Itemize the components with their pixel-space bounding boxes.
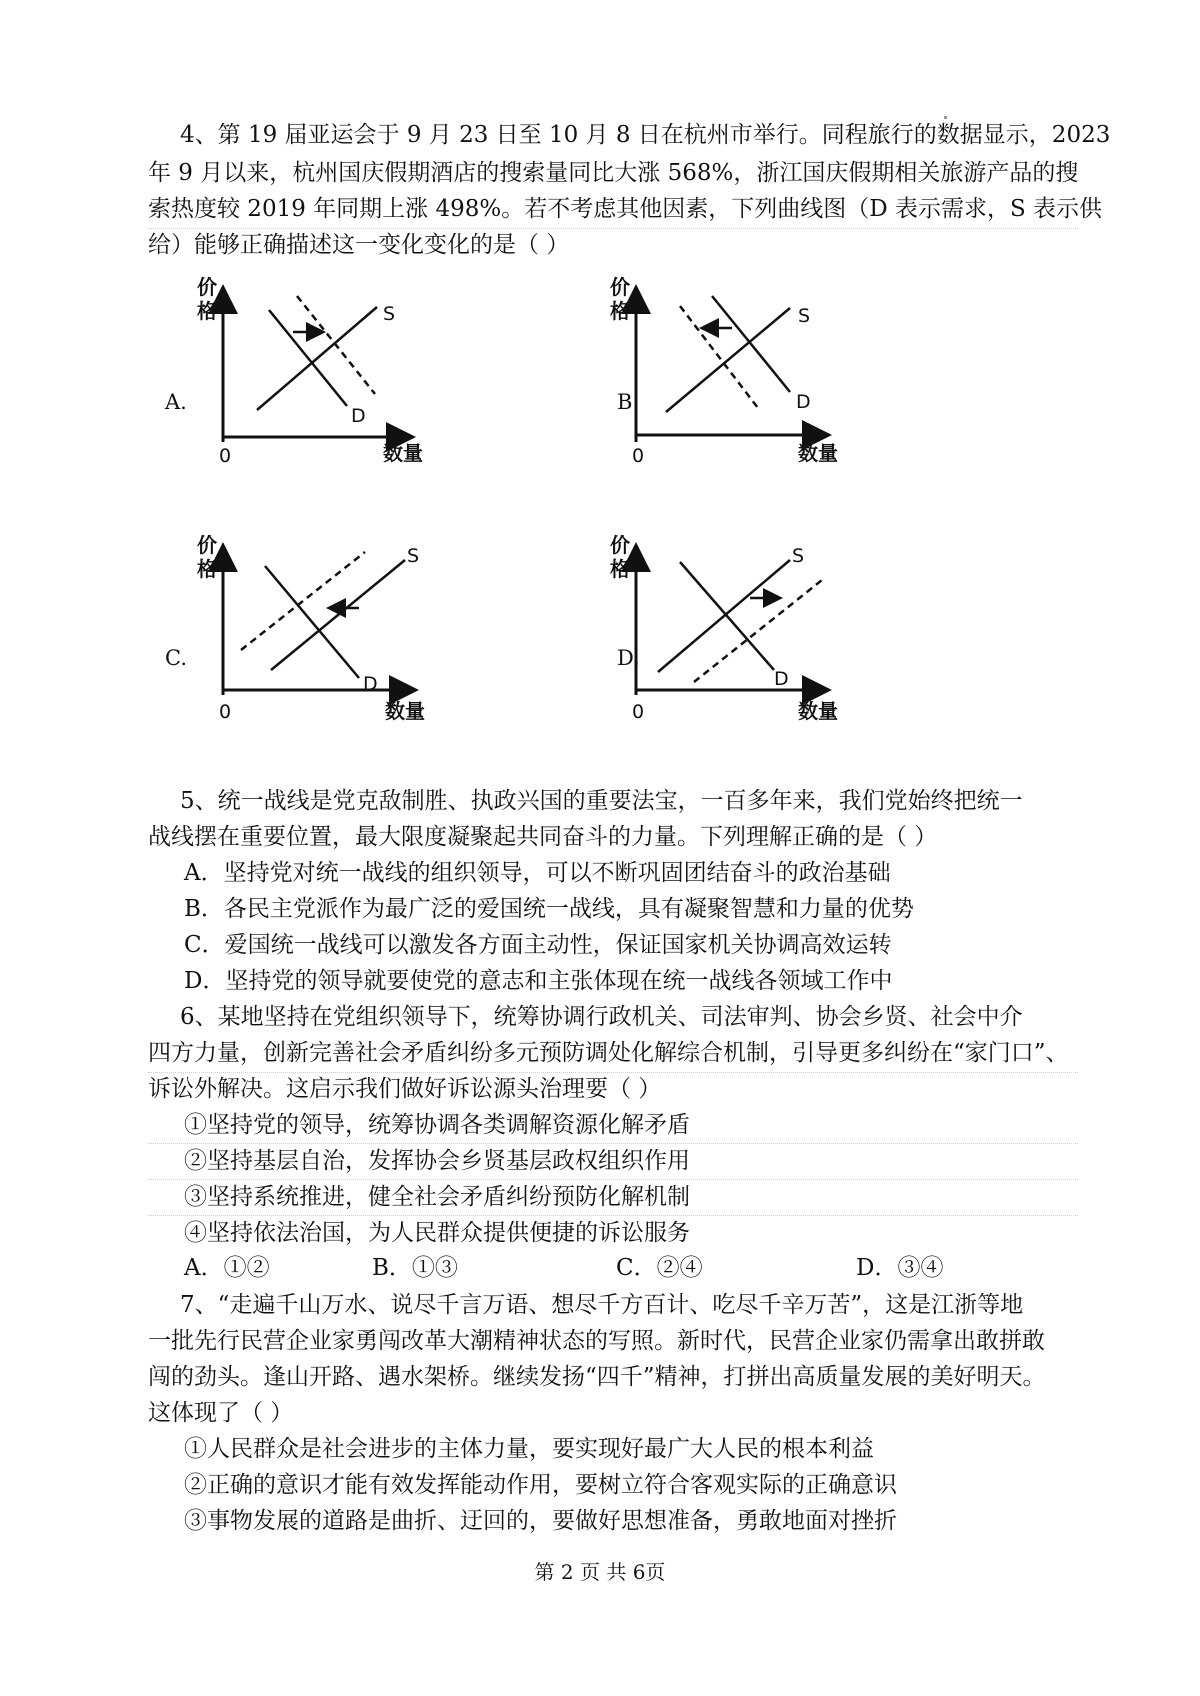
graph-a (195, 272, 455, 512)
q6-line-2: 四方力量，创新完善社会矛盾纠纷多元预防调处化解综合机制，引导更多纠纷在“家门口”、 (148, 1040, 1069, 1066)
demand-curve (269, 310, 347, 406)
scan-dot (944, 116, 947, 119)
q7-line-4: 这体现了（ ） (148, 1400, 294, 1426)
q5-line-1: 5、统一战线是党克敌制胜、执政兴国的重要法宝，一百多年来，我们党始终把统一 (180, 788, 1023, 814)
q7-line-1: 7、“走遍千山万水、说尽千言万语、想尽千方百计、吃尽千辛万苦”，这是江浙等地 (180, 1292, 1024, 1318)
graph-a-option: A. (165, 390, 187, 414)
svg-text:0: 0 (632, 445, 645, 467)
q5-option-c: C．爱国统一战线可以激发各方面主动性，保证国家机关协调高效运转 (184, 932, 892, 958)
graph-d (608, 530, 868, 770)
y-axis-label-bottom: 格 (197, 299, 217, 323)
supply-curve (257, 307, 377, 410)
q5-option-d: D．坚持党的领导就要使党的意志和主张体现在统一战线各领域工作中 (184, 968, 893, 994)
q4-line-2: 年 9 月以来，杭州国庆假期酒店的搜索量同比大涨 568%，浙江国庆假期相关旅游产品的搜 (148, 160, 1079, 186)
svg-text:0: 0 (632, 701, 645, 723)
q6-choice-a: A．①② (184, 1255, 270, 1281)
svg-text:0: 0 (219, 701, 232, 723)
svg-text:数量: 数量 (798, 441, 838, 465)
graph-b-option: B. (617, 390, 640, 414)
graph-d-option: D. (617, 646, 640, 670)
q6-line-1: 6、某地坚持在党组织领导下，统筹协调行政机关、司法审判、协会乡贤、社会中介 (180, 1004, 1023, 1030)
s-label: S (383, 303, 396, 325)
q5-option-a: A．坚持党对统一战线的组织领导，可以不断巩固团结奋斗的政治基础 (184, 860, 891, 886)
graph-c-option: C. (165, 646, 187, 670)
x-axis-label: 数量 (383, 441, 423, 465)
q7-item-1: ①人民群众是社会进步的主体力量，要实现好最广大人民的根本利益 (184, 1436, 874, 1462)
q6-item-3: ③坚持系统推进，健全社会矛盾纠纷预防化解机制 (184, 1184, 690, 1210)
shifted-demand-curve (297, 296, 375, 394)
svg-text:数量: 数量 (798, 699, 838, 723)
svg-text:D: D (796, 391, 811, 413)
q4-line-4: 给）能够正确描述这一变化变化的是（ ） (148, 232, 570, 258)
q6-line-3: 诉讼外解决。这启示我们做好诉讼源头治理要（ ） (148, 1076, 662, 1102)
svg-text:D: D (774, 668, 789, 690)
q7-line-2: 一批先行民营企业家勇闯改革大潮精神状态的写照。新时代，民营企业家仍需拿出敢拼敢 (148, 1328, 1045, 1354)
q5-line-2: 战线摆在重要位置，最大限度凝聚起共同奋斗的力量。下列理解正确的是（ ） (148, 824, 938, 850)
q6-choice-c: C．②④ (616, 1255, 703, 1281)
svg-text:S: S (798, 305, 811, 327)
q7-item-2: ②正确的意识才能有效发挥能动作用，要树立符合客观实际的正确意识 (184, 1472, 897, 1498)
q5-option-b: B．各民主党派作为最广泛的爱国统一战线，具有凝聚智慧和力量的优势 (184, 896, 914, 922)
svg-text:S: S (407, 545, 420, 567)
y-axis-label-top: 价 (197, 275, 217, 299)
svg-text:格: 格 (610, 557, 630, 581)
graph-b (608, 272, 868, 512)
q6-choice-d: D．③④ (856, 1255, 944, 1281)
svg-text:价: 价 (610, 275, 630, 299)
q7-line-3: 闯的劲头。逢山开路、遇水架桥。继续发扬“四千”精神，打拼出高质量发展的美好明天。 (148, 1364, 1046, 1390)
svg-text:数量: 数量 (385, 699, 425, 723)
q4-line-3: 索热度较 2019 年同期上涨 498%。若不考虑其他因素，下列曲线图（D 表示需求，S 表示供 (148, 196, 1103, 222)
page-footer: 第 2 页 共 6页 (534, 1560, 666, 1584)
origin-label: 0 (219, 445, 232, 467)
d-label: D (351, 405, 366, 427)
svg-text:价: 价 (610, 533, 630, 557)
q4-line-1: 4、第 19 届亚运会于 9 月 23 日至 10 月 8 日在杭州市举行。同程旅行的数据显示，2023 (180, 122, 1111, 148)
q6-item-4: ④坚持依法治国，为人民群众提供便捷的诉讼服务 (184, 1220, 690, 1246)
svg-text:格: 格 (197, 557, 217, 581)
svg-text:格: 格 (610, 299, 630, 323)
graph-c (195, 530, 455, 770)
q6-item-1: ①坚持党的领导，统筹协调各类调解资源化解矛盾 (184, 1112, 690, 1138)
svg-text:D: D (363, 673, 378, 695)
svg-text:价: 价 (197, 533, 217, 557)
q6-choice-b: B．①③ (372, 1255, 458, 1281)
q7-item-3: ③事物发展的道路是曲折、迂回的，要做好思想准备，勇敢地面对挫折 (184, 1508, 897, 1534)
svg-text:S: S (792, 545, 805, 567)
q6-item-2: ②坚持基层自治，发挥协会乡贤基层政权组织作用 (184, 1148, 690, 1174)
